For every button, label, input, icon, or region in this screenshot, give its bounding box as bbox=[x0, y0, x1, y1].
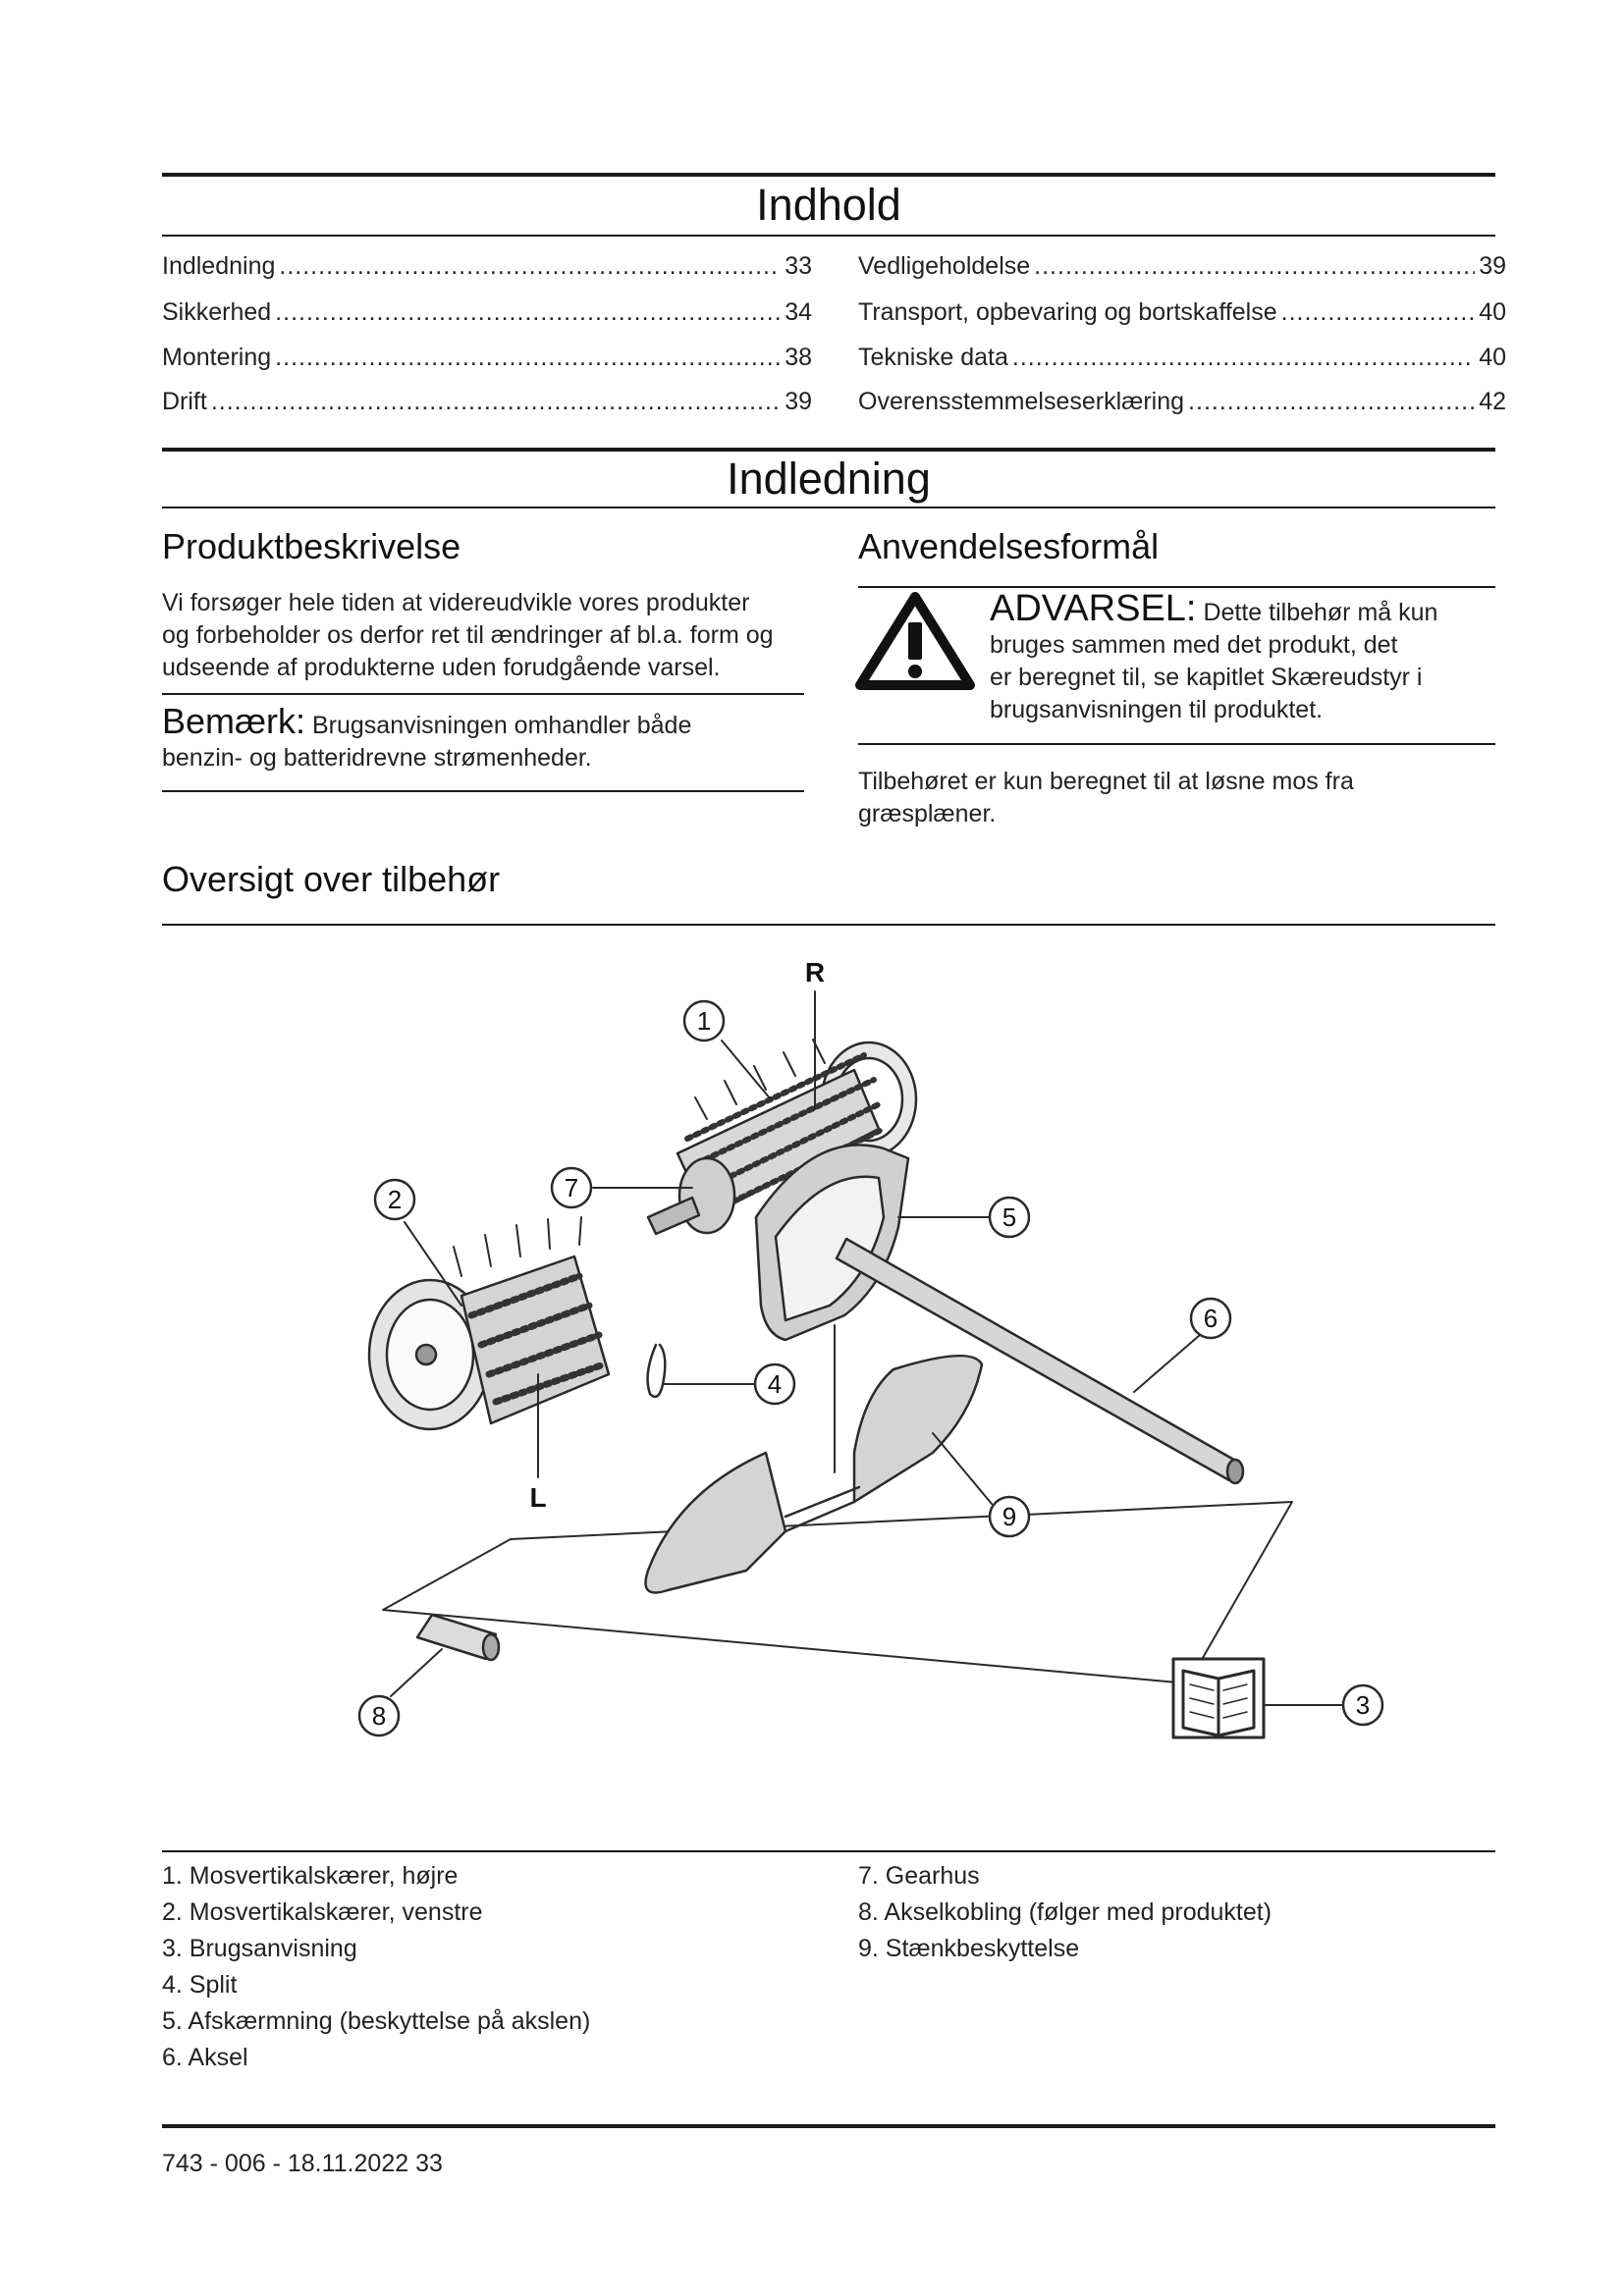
legend-item: 6. Aksel bbox=[162, 2044, 248, 2071]
toc-entry-page: 42 bbox=[1479, 388, 1506, 415]
purpose-heading: Anvendelsesformål bbox=[858, 526, 1160, 566]
note-block: Bemærk: Brugsanvisningen omhandler både benzin- og batteridrevne strømenheder. bbox=[162, 701, 692, 772]
callout-label-2: 2 bbox=[387, 1185, 403, 1214]
legend-right bbox=[858, 1858, 1496, 1967]
legend-left bbox=[162, 1858, 830, 2076]
warning-block: ADVARSEL: Dette tilbehør må kun bruges sammen med det produkt, det er beregnet til, se kapitlet Skæreudstyr i brugsanvisningen til produktet. bbox=[990, 588, 1438, 723]
callout-label-6: 6 bbox=[1203, 1304, 1218, 1333]
toc-entry-label: Indledning bbox=[162, 252, 276, 280]
manual-drawing bbox=[1173, 1659, 1264, 1737]
callout-label-7: 7 bbox=[564, 1173, 579, 1202]
leader-line-6 bbox=[1134, 1335, 1200, 1392]
callout-label-3: 3 bbox=[1355, 1690, 1371, 1720]
product-heading: Produktbeskrivelse bbox=[162, 526, 461, 566]
product-description: Vi forsøger hele tiden at videreudvikle vores produkter og forbeholder os derfor ret til ændringer af bl.a. form og udseende af produkterne uden forudgående varsel. bbox=[162, 589, 774, 681]
toc-entry-page: 39 bbox=[785, 388, 812, 415]
callout-label-1: 1 bbox=[696, 1006, 712, 1036]
callout-label-9: 9 bbox=[1001, 1502, 1017, 1531]
toc-entry-page: 40 bbox=[1479, 298, 1506, 326]
toc-entry-label: Tekniske data bbox=[858, 344, 1008, 371]
toc-entry-label: Overensstemmelseserklæring bbox=[858, 388, 1185, 415]
leader-line-9 bbox=[933, 1433, 992, 1504]
toc-entry-page: 39 bbox=[1479, 252, 1506, 280]
gearhouse-drawing bbox=[648, 1158, 734, 1234]
toc-entry-label: Vedligeholdelse bbox=[858, 252, 1031, 280]
legend-item: 1. Mosvertikalskærer, højre bbox=[162, 1862, 459, 1890]
legend-top-rule bbox=[162, 1850, 1495, 1852]
letter-right: R bbox=[804, 957, 826, 988]
callout-label-5: 5 bbox=[1001, 1202, 1017, 1232]
legend-item: 2. Mosvertikalskærer, venstre bbox=[162, 1898, 483, 1926]
splash-guard-drawing bbox=[646, 1356, 983, 1592]
letter-left: L bbox=[529, 1482, 547, 1513]
ground-outline bbox=[383, 1502, 1292, 1683]
toc-entry-label: Sikkerhed bbox=[162, 298, 272, 326]
leader-line-8 bbox=[391, 1649, 442, 1696]
split-drawing bbox=[648, 1345, 666, 1397]
legend-item: 8. Akselkobling (følger med produktet) bbox=[858, 1898, 1272, 1926]
footer-text: 743 - 006 - 18.11.2022 33 bbox=[162, 2150, 443, 2177]
note-label: Bemærk: bbox=[162, 701, 306, 741]
toc-entry-label: Transport, opbevaring og bortskaffelse bbox=[858, 298, 1277, 326]
legend-item: 5. Afskærmning (beskyttelse på akslen) bbox=[162, 2007, 591, 2035]
toc-title: Indhold bbox=[756, 180, 901, 230]
callout-label-8: 8 bbox=[371, 1701, 387, 1731]
purpose-text: Tilbehøret er kun beregnet til at løsne mos fra græsplæner. bbox=[858, 768, 1354, 828]
toc-entry-page: 40 bbox=[1479, 344, 1506, 371]
toc-entry-page: 34 bbox=[785, 298, 812, 326]
coupling-drawing bbox=[417, 1615, 499, 1660]
legend-item: 7. Gearhus bbox=[858, 1862, 980, 1890]
intro-title: Indledning bbox=[727, 454, 931, 504]
callout-label-4: 4 bbox=[767, 1369, 783, 1399]
toc-entry-label: Drift bbox=[162, 388, 207, 415]
legend-item: 3. Brugsanvisning bbox=[162, 1935, 357, 1962]
legend-item: 4. Split bbox=[162, 1971, 238, 1999]
legend-item: 9. Stænkbeskyttelse bbox=[858, 1935, 1080, 1962]
overview-heading: Oversigt over tilbehør bbox=[162, 859, 501, 899]
toc-entry-label: Montering bbox=[162, 344, 272, 371]
warning-label: ADVARSEL: bbox=[990, 588, 1197, 629]
footer-rule bbox=[162, 2124, 1495, 2128]
toc-entry-page: 33 bbox=[785, 252, 812, 280]
left-cutter-drawing bbox=[369, 1217, 609, 1429]
toc-entry-page: 38 bbox=[785, 344, 812, 371]
